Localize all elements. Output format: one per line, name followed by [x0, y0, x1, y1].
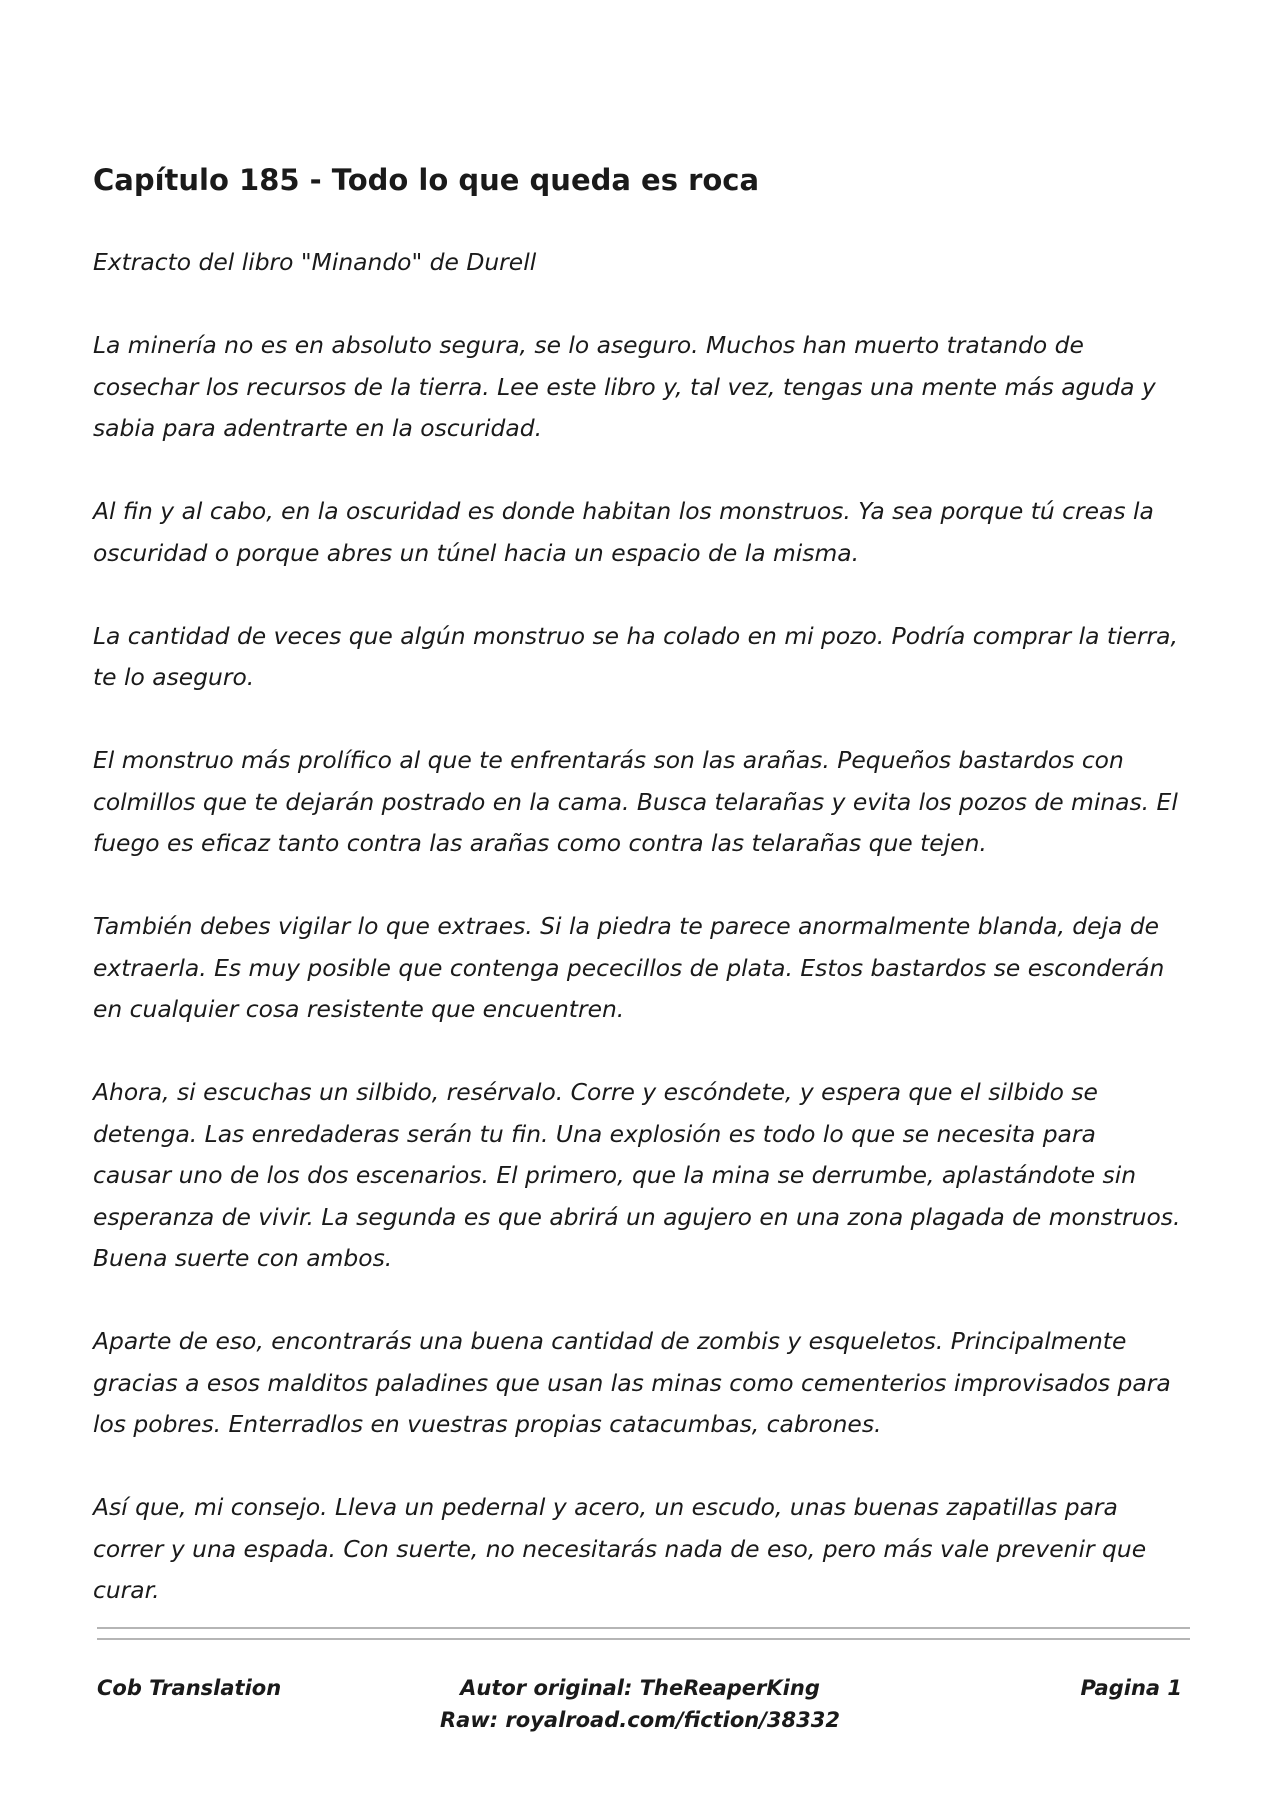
paragraph: [93, 325, 1203, 450]
paragraph: [93, 906, 1203, 1031]
chapter-body: [93, 242, 1203, 1653]
paragraph-line: Extracto del libro "Minando" de Durell: [93, 248, 537, 276]
paragraph-line: cosechar los recursos de la tierra. Lee este libro y, tal vez, tengas una mente más aguda y: [93, 372, 1156, 401]
footer-raw-source: Raw: royalroad.com/fiction/38332: [439, 1708, 840, 1732]
footer-divider-top: [97, 1627, 1190, 1629]
paragraph-line: fuego es eficaz tanto contra las arañas como contra las telarañas que tejen.: [93, 829, 987, 857]
footer-author: Autor original: TheReaperKing: [460, 1676, 820, 1700]
paragraph-line: El monstruo más prolífico al que te enfrentarás son las arañas. Pequeños bastardos con: [93, 746, 1124, 774]
paragraph: [93, 616, 1203, 699]
paragraph-line: gracias a esos malditos paladines que usan las minas como cementerios improvisados para: [93, 1368, 1171, 1397]
paragraph-line: oscuridad o porque abres un túnel hacia un espacio de la misma.: [93, 538, 860, 567]
paragraph: [93, 1321, 1203, 1446]
paragraph: [93, 1072, 1203, 1280]
paragraph-line: La cantidad de veces que algún monstruo se ha colado en mi pozo. Podría comprar la tierra,: [93, 621, 1178, 650]
paragraph-line: sabia para adentrarte en la oscuridad.: [93, 414, 543, 442]
paragraph-line: colmillos que te dejarán postrado en la cama. Busca telarañas y evita los pozos de minas. El: [93, 787, 1178, 816]
footer-translator: Cob Translation: [97, 1676, 282, 1700]
paragraph-line: La minería no es en absoluto segura, se lo aseguro. Muchos han muerto tratando de: [93, 331, 1084, 359]
paragraph-line: correr y una espada. Con suerte, no necesitarás nada de eso, pero más vale prevenir que: [93, 1534, 1147, 1563]
paragraph-line: Ahora, si escuchas un silbido, resérvalo. Corre y escóndete, y espera que el silbido se: [93, 1078, 1098, 1106]
paragraph-line: esperanza de vivir. La segunda es que abrirá un agujero en una zona plagada de monstruos.: [93, 1202, 1181, 1231]
paragraph-line: Así que, mi consejo. Lleva un pedernal y acero, un escudo, unas buenas zapatillas para: [93, 1493, 1118, 1521]
paragraph: [93, 740, 1203, 865]
paragraph-line: en cualquier cosa resistente que encuentren.: [93, 995, 625, 1023]
paragraph-line: causar uno de los dos escenarios. El primero, que la mina se derrumbe, aplastándote sin: [93, 1161, 1137, 1189]
paragraph-line: También debes vigilar lo que extraes. Si la piedra te parece anormalmente blanda, deja de: [93, 912, 1160, 940]
footer-divider-bottom: [97, 1638, 1190, 1640]
paragraph: [93, 491, 1203, 574]
paragraph-line: Aparte de eso, encontrarás una buena cantidad de zombis y esqueletos. Principalmente: [93, 1327, 1127, 1355]
chapter-title: Capítulo 185 - Todo lo que queda es roca: [93, 163, 760, 197]
paragraph-line: Al fin y al cabo, en la oscuridad es donde habitan los monstruos. Ya sea porque tú creas la: [93, 497, 1154, 525]
paragraph-line: los pobres. Enterradlos en vuestras propias catacumbas, cabrones.: [93, 1410, 882, 1438]
paragraph-line: Buena suerte con ambos.: [93, 1244, 393, 1272]
paragraph-line: extraerla. Es muy posible que contenga pececillos de plata. Estos bastardos se esconderán: [93, 953, 1165, 982]
footer-page-number: Pagina 1: [1080, 1676, 1182, 1700]
paragraph-line: te lo aseguro.: [93, 663, 255, 691]
paragraph: [93, 242, 1203, 284]
paragraph-line: curar.: [93, 1576, 160, 1604]
paragraph: [93, 1487, 1203, 1612]
paragraph-line: detenga. Las enredaderas serán tu fin. Una explosión es todo lo que se necesita para: [93, 1119, 1096, 1148]
